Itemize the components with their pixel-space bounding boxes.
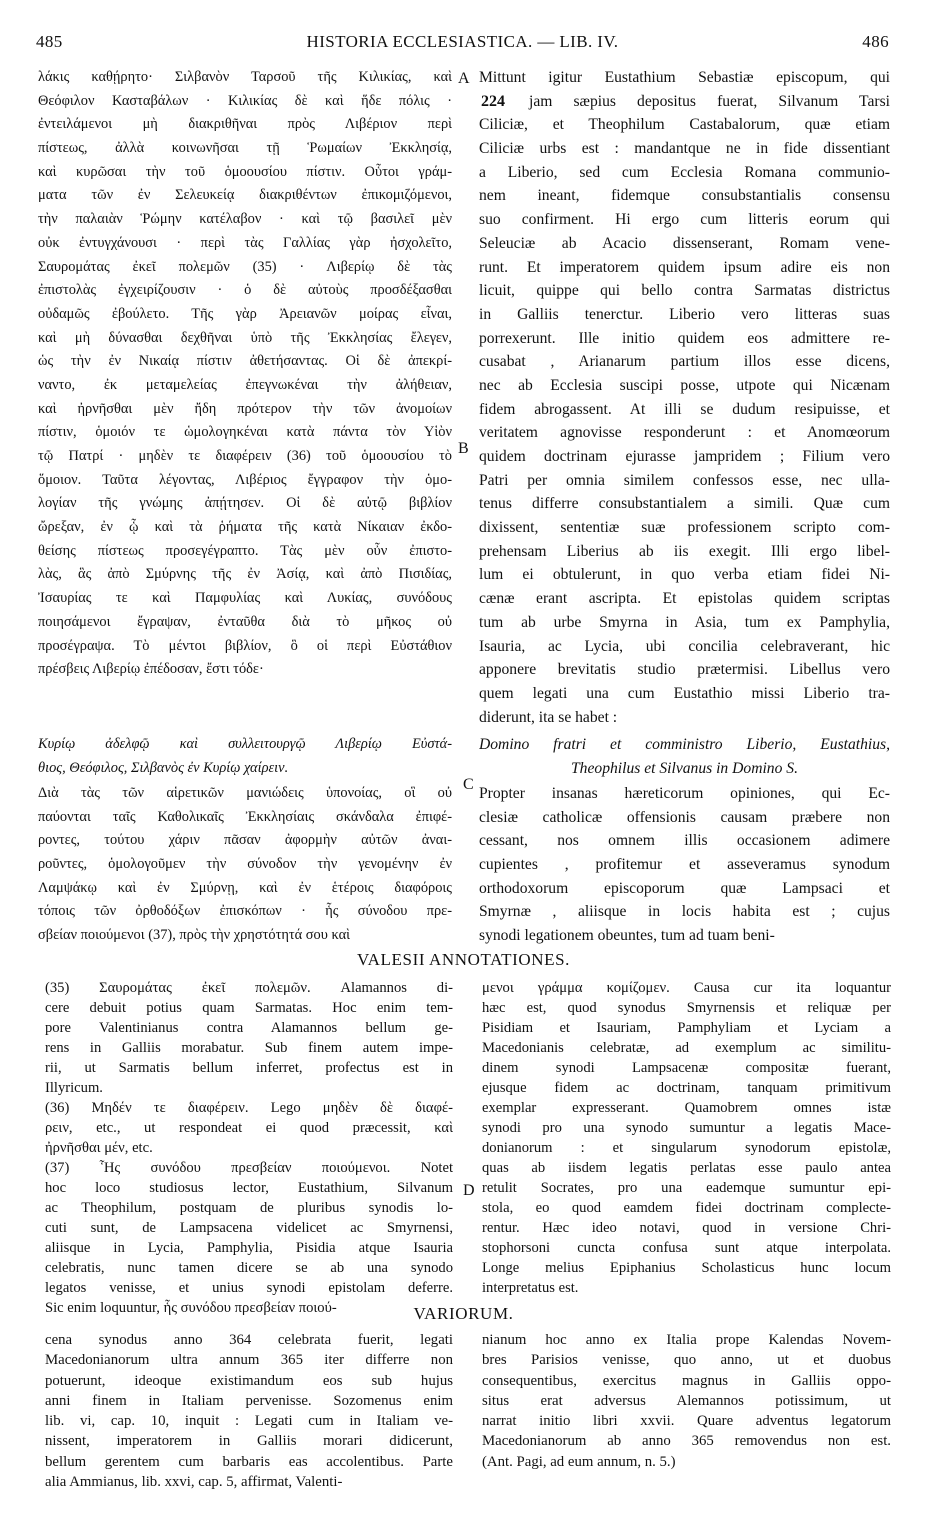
text-line: Macedonianorum ab anno 365 removendus non est. [482, 1433, 891, 1450]
running-header [36, 32, 889, 56]
valesii-left-notes [45, 978, 453, 1318]
text-line: Theophilus et Silvanus in Domino S. [571, 759, 798, 777]
text-line: Διὰ τὰς τῶν αἱρετικῶν μανιώδεις ὑπονοίας, οἳ οὐ [38, 785, 452, 801]
text-line: λὰς, ἃς ἀπὸ Σμύρνης τῆς ἐν Ἀσίᾳ, καὶ ἀπὸ Πισιδίας, [38, 566, 452, 583]
text-line: Θεόφιλον Κασταβάλων · Κιλικίας δὲ καὶ ἥδε πόλις · [38, 92, 452, 109]
text-line: synodi pro una synodo sumuntur a legatis Mace- [482, 1120, 891, 1136]
text-line: in Galliis tenerctur. Liberio vero litteras suas [479, 305, 890, 323]
text-line: stophorsoni cuncta confusa sunt atque interpolata. [482, 1240, 891, 1256]
text-line: ὅμοιον. Ταῦτα λέγοντας, Λιβέριος ἔγγραφον τὴν ὁμο- [38, 471, 452, 488]
text-line: apponere brevitatis studio prætermisi. Libellus vero [479, 661, 890, 679]
text-line: ναντο, ἐκ μεταμελείας ἐπεγνωκέναι τὴν ἀλήθειαν, [38, 376, 452, 393]
text-line: bres Parisios venisse, quo anno, ut et duobus [482, 1352, 891, 1369]
marker-c: C [463, 776, 474, 793]
text-line: prehensam Liberius ab iis exegit. Illi ergo libel- [479, 542, 890, 560]
latin-letter-text [479, 782, 890, 948]
text-line: πρέσβεις Λιβερίῳ ἐπέδοσαν, ἔστι τόδε· [38, 661, 264, 678]
text-line: stola, eo quod eamdem fidei doctrinam complecte- [482, 1200, 891, 1216]
text-line: situs erat adversus Alemannos potissimum, ut [482, 1392, 891, 1409]
text-line: dixissent, sententiæ suæ professionem scripto com- [479, 519, 890, 537]
text-line: θιος, Θεόφιλος, Σιλβανὸς ἐν Κυρίῳ χαίρειν. [38, 759, 289, 776]
text-line: Smyrnæ , aliisque in locis habita est ; cujus [479, 903, 890, 921]
text-line: suo confirment. Hi ergo cum litteris eorum qui [479, 211, 890, 229]
text-line: καὶ ἠρνῆσθαι μὲν ἤδη πρότερον τὴν τῶν ἀνομοίων [38, 400, 452, 417]
text-line: veritatem agnovisse responderunt : et Anomœorum [479, 424, 890, 442]
text-line: cuti sunt, de Lampsacena videlicet ac Smyrnensi, [45, 1220, 453, 1236]
text-line: synodi legationem obeuntes, tum ad tuam beni- [479, 927, 775, 945]
text-line: Sic enim loquuntur, ἧς συνόδου πρεσβείαν ποιού- [45, 1300, 337, 1316]
text-line: πίστιν, ὁμοιόν τε ὡμολογηκέναι κατὰ πάντα τὸν Υἱὸν [38, 424, 452, 441]
text-line: Macedonianis celebratæ, ad exemplum ac similitu- [482, 1040, 891, 1056]
running-title: HISTORIA ECCLESIASTICA. — LIB. IV. [306, 32, 619, 51]
text-line: ac Theophilum, postquam de pluribus synodis lo- [45, 1200, 453, 1216]
text-line: nissent, imperatorem in Galliis morari didicerunt, [45, 1433, 453, 1450]
text-line: ἠρνῆσθαι μέν, etc. [45, 1140, 153, 1156]
latin-main-text [479, 66, 890, 729]
right-page-number: 486 [862, 32, 889, 51]
text-line: rii, ut Sarmatis bellum inferret, profectus est in [45, 1060, 453, 1076]
text-line: καὶ μὴ δύνασθαι δεχθῆναι ὑπὸ τῆς Ἐκκλησίας ἔλεγεν, [38, 329, 452, 346]
text-line: Λαμψάκῳ καὶ ἐν Σμύρνῃ, καὶ ἐν ἑτέροις διαφόροις [38, 879, 452, 896]
text-line: ὤρεξαν, ἐν ᾧ καὶ τὰ ῥήματα τῆς κατὰ Νίκαιαν ἐκδο- [38, 519, 452, 536]
marker-d: D [463, 1182, 475, 1199]
text-line: Σαυρομάτας ἐκεῖ πολεμῶν (35) · Λιβερίῳ δὲ τὰς [38, 258, 452, 275]
text-line: lum ei obtulerunt, in quo verba etiam fidei Ni- [479, 566, 890, 584]
text-line: τὴν παλαιὰν Ῥώμην κατέλαβον · καὶ τῷ βασιλεῖ μὲν [38, 211, 452, 228]
text-line: fidem abrogassent. At illi se dudum resipuisse, et [479, 400, 890, 418]
text-line: cupientes , profitemur et asseveramus synodum [479, 856, 890, 874]
text-line: quidem doctrinam ejurasse jampridem ; Filium vero [479, 448, 890, 465]
text-line: ροντες, τούτου χάριν πᾶσαν ἀφορμὴν αὐτῶν ἀναι- [38, 832, 452, 849]
text-line: nec ab Ecclesia suscipi posse, utpote qui Nicænam [479, 376, 890, 394]
text-line: Κυρίῳ ἀδελφῷ καὶ συλλειτουργῷ Λιβερίῳ Εὐστά- [38, 736, 452, 752]
greek-main-text [38, 66, 452, 682]
text-line: celebratis, nunc tamen dicere se ab una synodo [45, 1260, 453, 1276]
text-line: (35) Σαυρομάτας ἐκεῖ πολεμῶν. Alamannos di- [45, 980, 453, 996]
text-line: Seleuciæ ab Acacio dissenserant, Romam vene- [479, 234, 890, 252]
text-line: jam sæpius depositus fuerat, Silvanum Tarsi [529, 92, 890, 110]
text-line: Isauria, ac Lycia, ubi concilia celebraverant, hic [479, 637, 890, 655]
text-line: ἐπιστολὰς ἐγχειρίζουσιν · ὁ δὲ αὐτοὺς προσδέξασθαι [38, 282, 452, 299]
text-line: rentur. Hæc ideo notavi, quod in versione Chri- [482, 1220, 891, 1236]
text-line: runt. Et imperatorem quidem ipsum adire eis non [479, 258, 890, 276]
valesii-title: VALESII ANNOTATIONES. [356, 950, 571, 969]
text-line: πίστεως, ἀλλὰ κοινωνῆσαι τῇ Ῥωμαίων Ἐκκλησίᾳ, [38, 140, 452, 157]
marker-a: A [458, 70, 470, 87]
text-line: nem ineant, fidemque consubstantialis consensu [479, 187, 890, 205]
text-line: λάκις καθῄρητο· Σιλβανὸν Ταρσοῦ τῆς Κιλικίας, καὶ [38, 69, 452, 85]
text-line: Propter insanas hæreticorum opiniones, qui Ec- [479, 785, 890, 802]
text-line: cænæ erant ascripta. Et epistolas quidem scriptas [479, 590, 890, 608]
text-line: pore Valentinianus contra Alamannos bellum ge- [45, 1020, 453, 1036]
text-line: anni finem in Italiam pervenisse. Sozomenus enim [45, 1392, 453, 1409]
left-page-number: 485 [36, 32, 63, 51]
greek-letter-text [38, 782, 452, 948]
text-line: (37) Ἧς συνόδου πρεσβείαν ποιούμενοι. Notet [45, 1160, 453, 1176]
text-line: ὡς τὴν ἐν Νικαίᾳ πίστιν ἀθετήσαντας. Οἱ δὲ ἀπεκρί- [38, 353, 452, 370]
text-line: τόποις τῶν ὀρθοδόξων ἐπισκόπων · ἧς σύνοδου πρε- [38, 903, 452, 920]
text-line: ἐντειλάμενοι μὴ διακριθῆναι πρὸς Λιβέριον περὶ [38, 116, 452, 133]
text-line: nianum hoc anno ex Italia prope Kalendas Novem- [482, 1332, 891, 1348]
text-line: οὐδαμῶς ἐβούλετο. Τῆς γὰρ Ἀρειανῶν μοίρας εἶναι, [38, 305, 452, 322]
text-line: τῷ Πατρί · μηδὲν τε διαφέρειν (36) τοῦ ὁμοουσίου τὸ [38, 448, 452, 464]
text-line: a Liberio, sed cum Ecclesia Romana communio- [479, 163, 890, 181]
text-line: donianorum : et singularum synodorum epistolæ, [482, 1140, 891, 1156]
text-line: narrat initio libri xxvii. Quare adventus legatorum [482, 1413, 891, 1430]
text-line: (36) Μηδέν τε διαφέρειν. Lego μηδὲν δὲ διαφέ- [45, 1100, 453, 1116]
text-line: Illyricum. [45, 1080, 103, 1096]
text-line: παύονται ταῖς Καθολικαῖς Ἐκκλησίαις σκάνδαλα ἐπιφέ- [38, 808, 452, 825]
text-line: Ciliciæ, et Theophilum Castabalorum, quæ etiam [479, 116, 890, 134]
text-line: legatos venisse, et unius synodi epistolam deferre. [45, 1280, 453, 1296]
variorum-right-notes [482, 1330, 891, 1472]
text-line: dinem synodi Lampsacenæ compositæ fuerant, [482, 1060, 891, 1076]
text-line: porrexerunt. Ille initio quidem eos admittere re- [479, 329, 890, 347]
text-line: exemplar expresserant. Quamobrem omnes istæ [482, 1100, 891, 1116]
latin-letter-heading [479, 733, 890, 780]
text-line: rens in Galliis morabatur. Sub finem autem impe- [45, 1040, 453, 1056]
text-line: licuit, quippe qui bello contra Sarmatas districtus [479, 282, 890, 300]
text-line: cere debuit potius quam Sarmatas. Hoc enim tem- [45, 1000, 453, 1016]
text-line: retulit Socrates, pro una eademque sumuntur epi- [482, 1180, 891, 1196]
text-line: cena synodus anno 364 celebrata fuerit, legati [45, 1332, 453, 1348]
text-line: Patri per omnia similem confessos esse, nec ulla- [479, 471, 890, 489]
text-line: ματα τῶν ἐν Σελευκείᾳ διακριθέντων ἐπικομιζόμενοι, [38, 187, 452, 204]
block-number: 224 [481, 93, 505, 110]
text-line: οὐκ ἐντυγχάνουσι · περὶ τὰς Γαλλίας γὰρ ἠσχολεῖτο, [38, 234, 452, 251]
valesii-right-notes [482, 978, 891, 1298]
text-line: cessant, nos omnem illis occasionem adimere [479, 832, 890, 850]
text-line: interpretatus est. [482, 1280, 579, 1296]
text-line: Macedonianorum ultra annum 365 iter differre non [45, 1352, 453, 1369]
text-line: consequentibus, exercitus magnus in Galliis oppo- [482, 1372, 891, 1389]
text-line: (Ant. Pagi, ad eum annum, n. 5.) [482, 1453, 676, 1470]
text-line: θείσης πίστεως προσεγέγραπτο. Τὰς μὲν οὖν ἐπιστο- [38, 542, 452, 559]
text-line: diderunt, ita se habet : [479, 708, 618, 726]
marker-b: B [458, 440, 469, 457]
variorum-title: VARIORUM. [413, 1304, 514, 1323]
text-line: quas ab iisdem legatis perlatas esse paulo antea [482, 1160, 891, 1176]
text-line: tum ab urbe Smyrna in Asia, tum ex Pamphylia, [479, 613, 890, 631]
text-line: ποιησάμενοι ἔγραψαν, ἐνταῦθα διὰ τὸ μῆκος οὐ [38, 613, 452, 630]
text-line: Longe melius Epiphanius Scholasticus hunc locum [482, 1260, 891, 1276]
text-line: προσέγραψα. Τὸ μέντοι βιβλίον, ὃ οἱ περὶ Εὐστάθιον [38, 637, 452, 654]
text-line: μενοι γράμμα κομίζομεν. Causa cur ita loquantur [482, 980, 891, 996]
text-line: καὶ κυρῶσαι τὴν τοῦ ὁμοουσίου πίστιν. Οὗτοι γράμ- [38, 163, 452, 180]
text-line: lib. vi, cap. 10, inquit : Legati cum in Italiam ve- [45, 1413, 453, 1430]
text-line: ρειν, etc., ut respondeat ei quod præcessit, καὶ [45, 1120, 453, 1136]
text-line: cusabat , Arianarum partium illos esse dicens, [479, 353, 890, 371]
text-line: quem legati una cum Eustathio missi Liberio tra- [479, 684, 890, 702]
text-line: alia Ammianus, lib. xxvi, cap. 5, affirmat, Valenti- [45, 1474, 343, 1491]
text-line: orthodoxorum episcoporum quæ Lampsaci et [479, 879, 890, 897]
text-line: aliisque in Lycia, Pamphylia, Pisidia atque Isauria [45, 1240, 453, 1256]
text-line: Pisidiam et Isauriam, Pamphyliam et Lyciam a [482, 1020, 891, 1036]
text-line: Ἰσαυρίας τε καὶ Παμφυλίας καὶ Λυκίας, συνόδους [38, 590, 452, 607]
text-line: bellum gerentem cum barbaris eas accolentibus. Parte [45, 1453, 453, 1470]
text-line: ejusque fidem ac doctrinam, tanquam primitivum [482, 1080, 891, 1096]
text-line: tenus differre consubstantialem a simili. Quæ cum [479, 495, 890, 513]
text-line: potuerunt, ideoque existimandum eos sub hujus [45, 1372, 453, 1389]
text-line: λογίαν τῆς γνώμης ἀπῄτησεν. Οἱ δὲ αὐτῷ βιβλίον [38, 495, 452, 512]
variorum-left-notes [45, 1330, 453, 1492]
greek-letter-heading [38, 733, 452, 780]
text-line: Domino fratri et comministro Liberio, Eustathius, [479, 736, 890, 753]
text-line: Mittunt igitur Eustathium Sebastiæ episcopum, qui [479, 69, 890, 86]
text-line: hæc est, quod synodus Smyrnensis et reliquæ per [482, 1000, 891, 1016]
text-line: Ciliciæ urbs est : mandantque ne in fide dissentiant [479, 140, 890, 158]
text-line: hoc loco studiosus lector, Eustathium, Silvanum [45, 1180, 453, 1196]
text-line: σβείαν ποιούμενοι (37), πρὸς τὴν χρηστότητά σου καὶ [38, 927, 351, 944]
text-line: clesiæ catholicæ offensionis causam præbere non [479, 808, 890, 826]
text-line: ροῦντες, ὁμολογοῦμεν τὴν σύνοδον τὴν γενομένην ἐν [38, 856, 452, 873]
